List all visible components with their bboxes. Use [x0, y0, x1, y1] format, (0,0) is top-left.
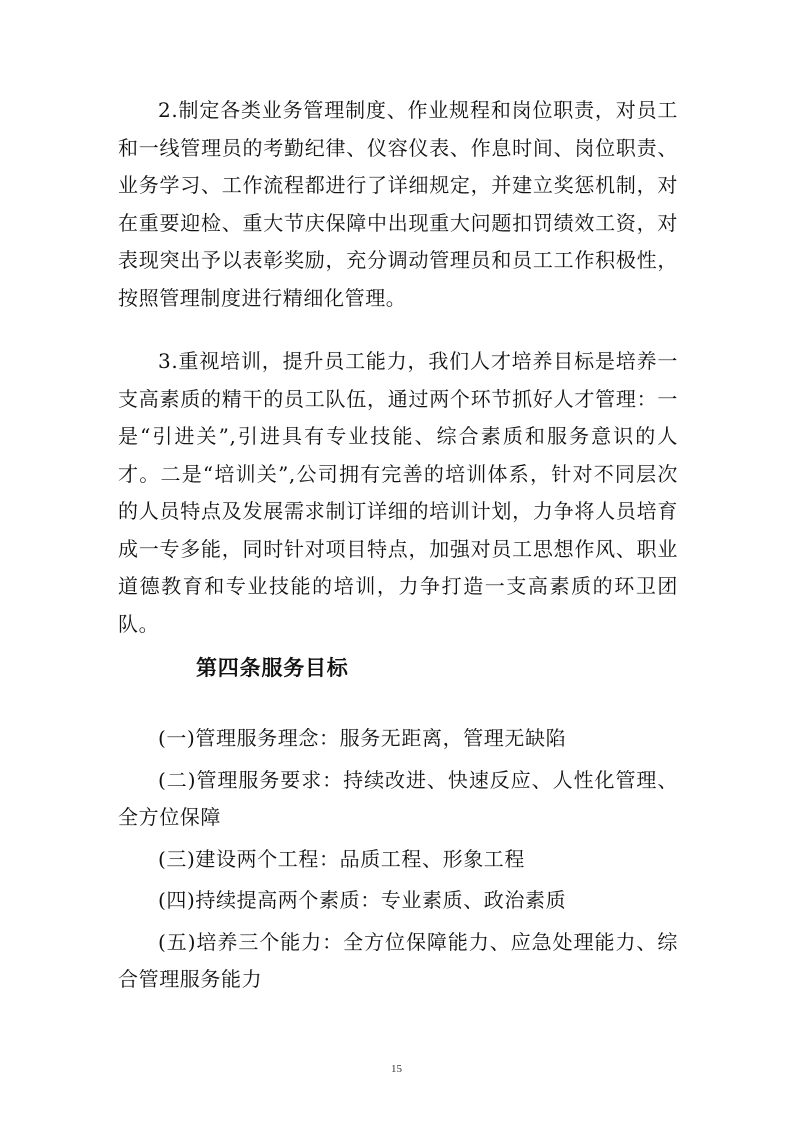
service-goal-item: (五)培养三个能力：全方位保障能力、应急处理能力、综合管理服务能力 — [118, 929, 678, 991]
service-goals-list — [118, 720, 678, 1003]
service-goal-item: (一)管理服务理念：服务无距离，管理无缺陷 — [158, 726, 567, 750]
paragraph-training: 3.重视培训，提升员工能力，我们人才培养目标是培养一支高素质的精干的员工队伍，通过两个环节抓好人才管理：一是“引进关”,引进具有专业技能、综合素质和服务意识的人才。二是“培训关”,公司拥有完善的培训体系，针对不同层次的人员特点及发展需求制订详细的培训计划，力争将人员培育成一专多能，同时针对项目特点，加强对员工思想作风、职业道德教育和专业技能的培训，力争打造一支高素质的环卫团队。 — [118, 349, 678, 636]
service-goal-item: (三)建设两个工程：品质工程、形象工程 — [158, 846, 526, 871]
service-goal-item: (二)管理服务要求：持续改进、快速反应、人性化管理、全方位保障 — [118, 767, 678, 829]
page-number: 15 — [391, 1063, 402, 1075]
service-goal-item: (四)持续提高两个素质：专业素质、政治素质 — [158, 888, 567, 912]
section-heading: 第四条服务目标 — [196, 655, 349, 680]
paragraph-management-system: 2.制定各类业务管理制度、作业规程和岗位职责，对员工和一线管理员的考勤纪律、仪容仪表、作息时间、岗位职责、业务学习、工作流程都进行了详细规定，并建立奖惩机制，对在重要迎检、重大节庆保障中出现重大问题扣罚绩效工资，对表现突出予以表彰奖励，充分调动管理员和员工工作积极性，按照管理制度进行精细化管理。 — [118, 98, 678, 310]
